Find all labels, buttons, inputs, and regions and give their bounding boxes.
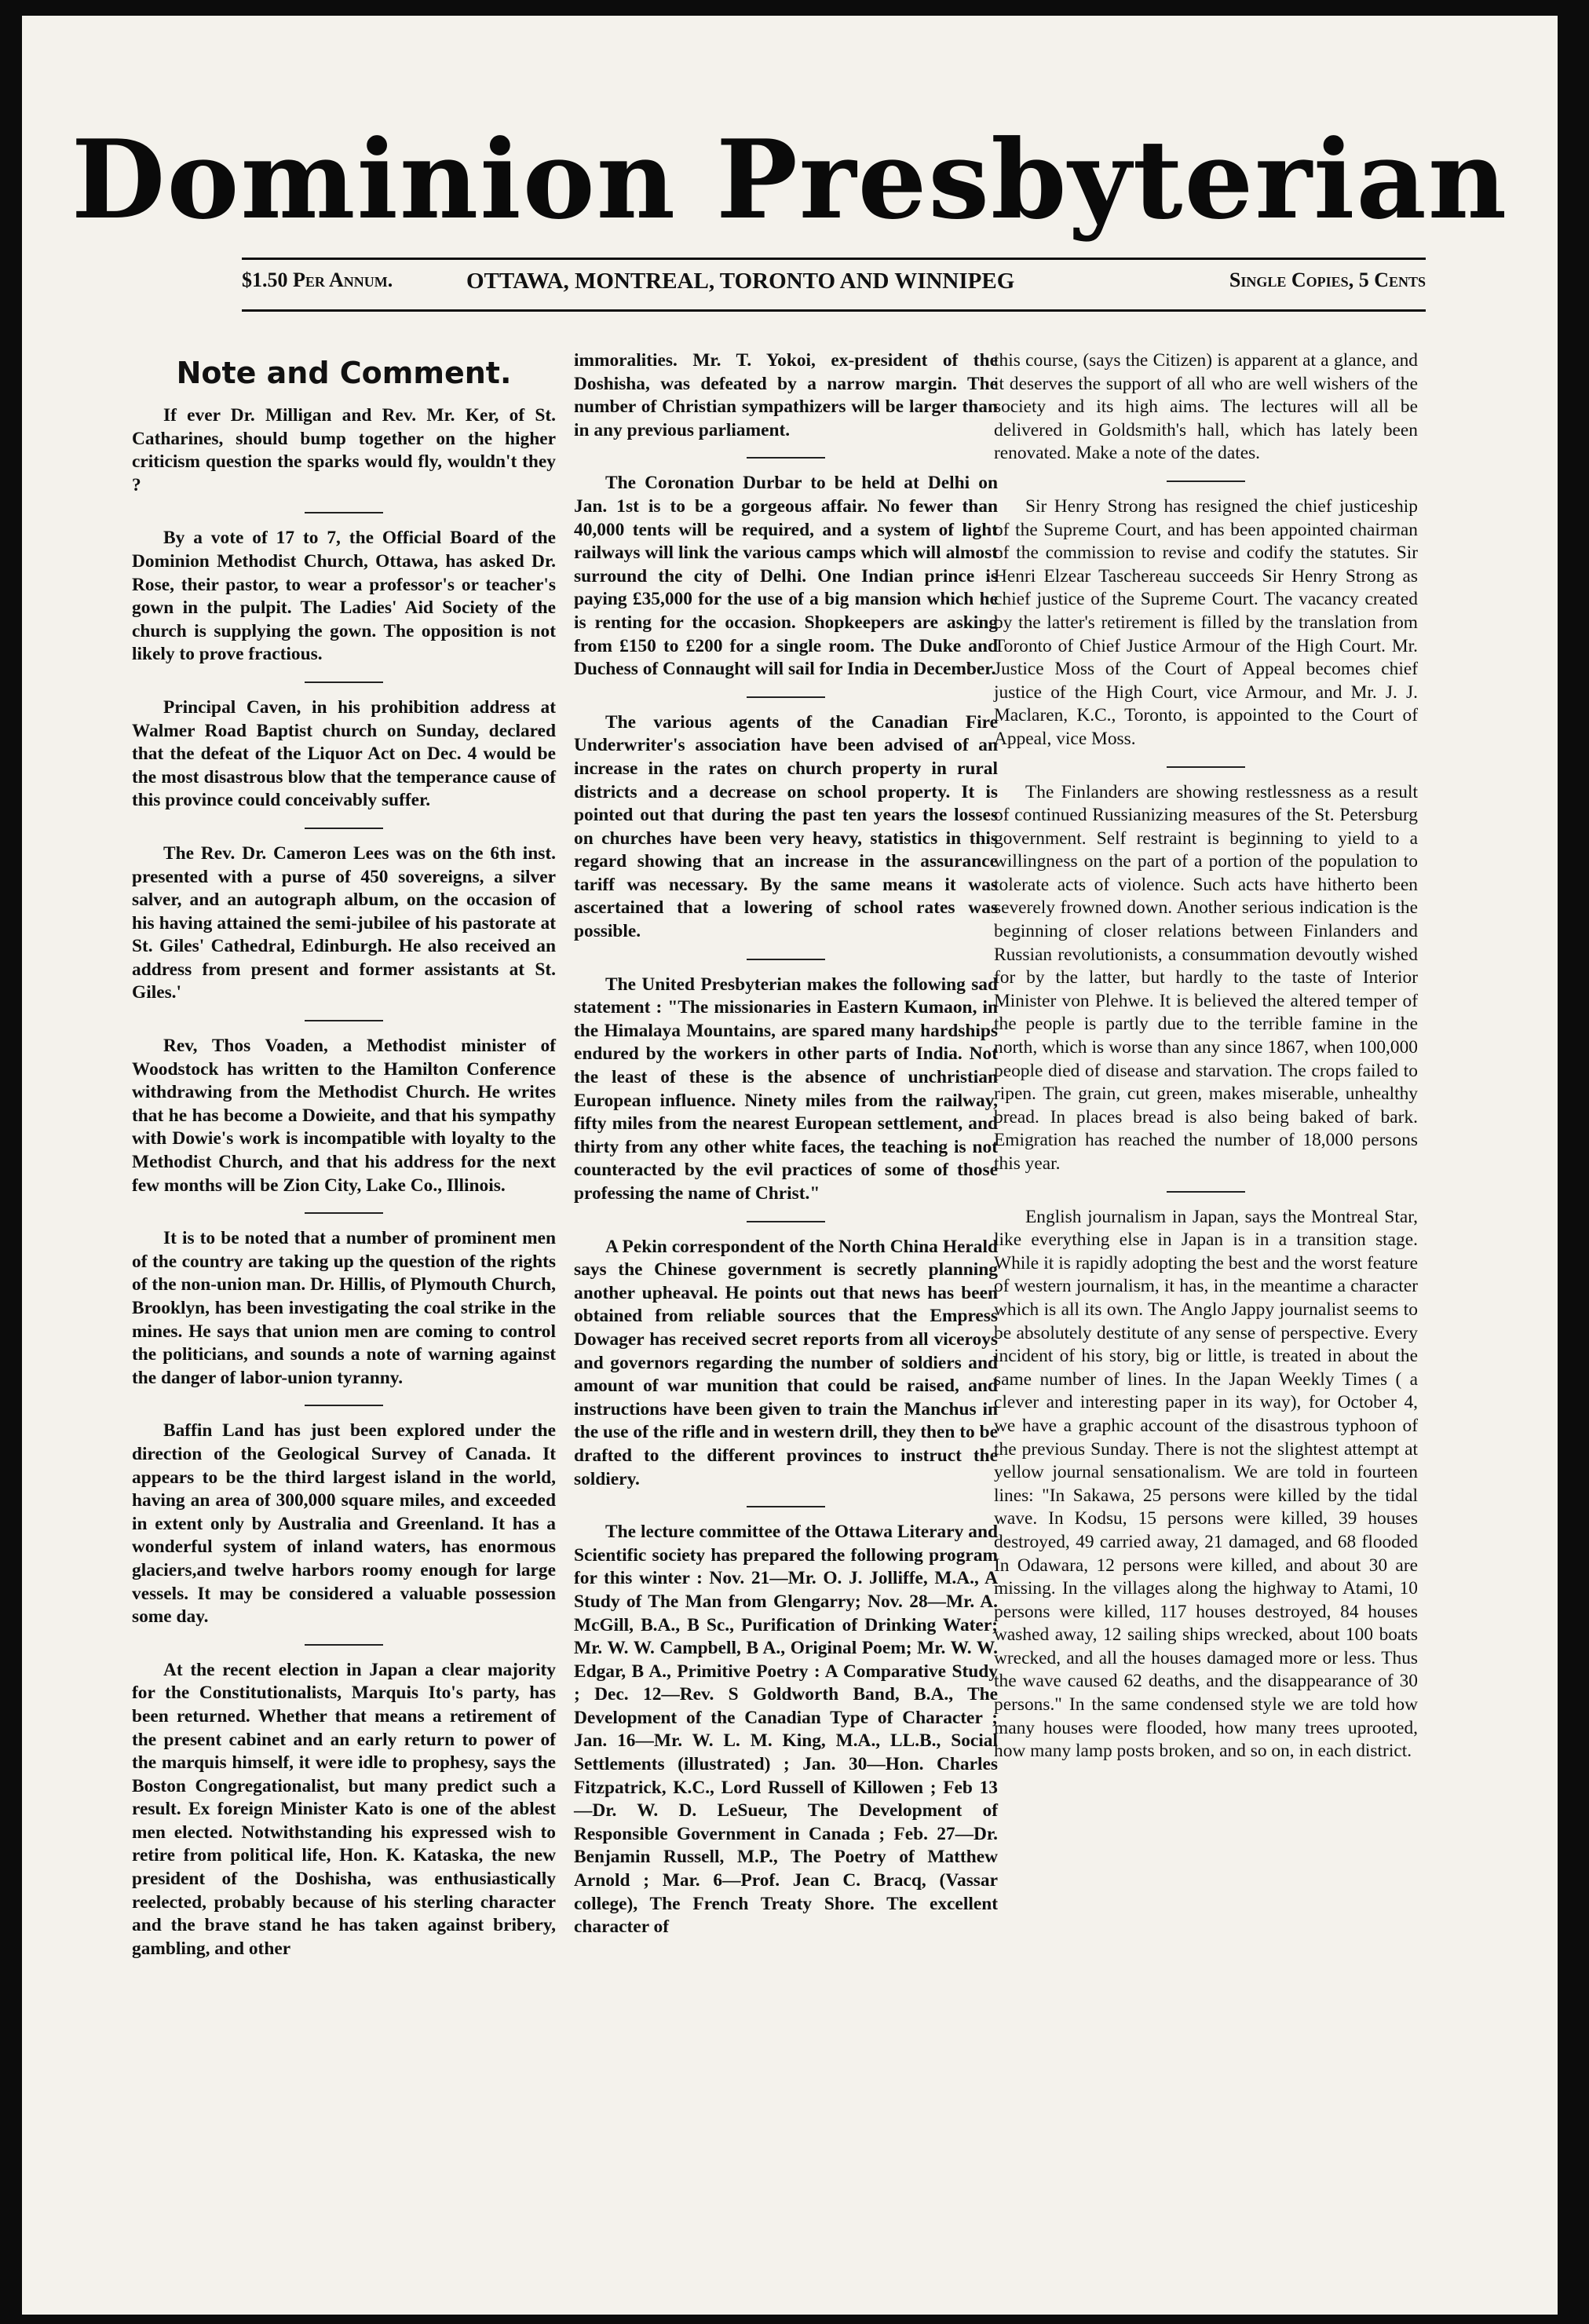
single-copy-price: Single Copies, 5 Cents	[1229, 269, 1426, 291]
article-divider	[132, 497, 556, 527]
article-paragraph: It is to be noted that a number of prominent men of the country are taking up the question of the rights of the non-union man. Dr. Hillis, of Plymouth Church, Brooklyn, has been investigating the coal strike in the mines. He says that union men are coming to control the politicians, and sounds a note of warning against the danger of labor-union tyranny.	[132, 1228, 556, 1388]
article-divider	[574, 1206, 998, 1236]
article-paragraph: Rev, Thos Voaden, a Methodist minister of Woodstock has written to the Hamilton Conference withdrawing from the Methodist Church. He writes that he has become a Dowieite, and that his sympathy with Dowie's work is incompatible with loyalty to the Methodist Church, and that his address for the next few months will be Zion City, Lake Co., Illinois.	[132, 1036, 556, 1196]
article-divider	[994, 1176, 1418, 1206]
article-divider	[132, 1005, 556, 1035]
article-paragraph: The lecture committee of the Ottawa Literary and Scientific society has prepared the following program for this winter : Nov. 21—Mr. O. J. Jolliffe, M.A., A Study of The Man from Glengarry; Nov. 28—Mr. A. McGill, B.A., B Sc., Purification of Drinking Water; Mr. W. W. Campbell, B A., Original Poem; Mr. W. W. Edgar, B A., Primitive Poetry : A Comparative Study ; Dec. 12—Rev. S Goldworth Band, B.A., The Development of the Canadian Type of Character ; Jan. 16—Mr. W. L. M. King, M.A., LL.B., Social Settlements (illustrated) ; Jan. 30—Hon. Charles Fitzpatrick, K.C., Lord Russell of Killowen ; Feb 13—Dr. W. D. LeSueur, The Development of Responsible Government in Canada ; Feb. 27—Dr. Benjamin Russell, M.P., The Poetry of Matthew Arnold ; Mar. 6—Prof. Jean C. Bracq, (Vassar college), The French Treaty Shore. The excellent character of	[574, 1522, 998, 1938]
article-paragraph: The United Presbyterian makes the following sad statement : "The missionaries in Eastern Kumaon, in the Himalaya Mountains, are spared many hardships endured by the workers in other parts of India. Not the least of these is the absence of unchristian European influence. Ninety miles from the railway, fifty miles from the nearest European settlement, and thirty from any other white faces, the teaching is not counteracted by the evil practices of some of those professing the name of Christ."	[574, 974, 998, 1204]
article-divider	[574, 1491, 998, 1521]
article-paragraph: this course, (says the Citizen) is apparent at a glance, and it deserves the support of all who are well wishers of the society and its high aims. The lectures will all be delivered in Goldsmith's hall, which has lately been renovated. Make a note of the dates.	[994, 350, 1418, 464]
article-paragraph: The Rev. Dr. Cameron Lees was on the 6th inst. presented with a purse of 450 sovereigns, a silver salver, and an autograph album, on the occasion of his having attained the semi-jubilee of his pastorate at St. Giles' Cathedral, Edinburgh. He also received an address from present and former assistants at St. Giles.'	[132, 842, 556, 1003]
article-divider	[994, 466, 1418, 495]
masthead-title: Dominion Presbyterian	[71, 115, 1509, 243]
article-paragraph: At the recent election in Japan a clear majority for the Constitutionalists, Marquis Ito's party, has been returned. Whether that means a retirement of the present cabinet and an early return to power of the marquis himself, it were idle to prophesy, says the Boston Congregationalist, but many predict such a result. Ex foreign Minister Kato is one of the ablest men elected. Notwithstanding his expressed wish to retire from political life, Hon. K. Kataska, the new president of the Doshisha, was enthusiastically reelected, probably because of his sterling character and the brave stand he has taken against bribery, gambling, and other	[132, 1659, 556, 1959]
publication-cities: OTTAWA, MONTREAL, TORONTO AND WINNIPEG	[466, 269, 1015, 294]
subscription-price: $1.50 Per Annum.	[242, 269, 393, 291]
article-divider	[994, 751, 1418, 781]
article-paragraph: English journalism in Japan, says the Montreal Star, like everything else in Japan is in a transition stage. While it is rapidly adopting the best and the worst feature of western journalism, it has, in the meantime a character which is all its own. The Anglo Jappy journalist seems to be absolutely destitute of any sense of perspective. Every incident of his story, big or little, is treated in about the same number of lines. In the Japan Weekly Times ( a clever and interesting paper in its way), for October 4, we have a graphic account of the disastrous typhoon of the previous Sunday. There is not the slightest attempt at yellow journal sensationalism. We are told in fourteen lines: "In Sakawa, 25 persons were killed by the tidal wave. In Kodsu, 15 persons were killed, 39 houses destroyed, 49 carried away, 21 damaged, and 68 flooded In Odawara, 12 persons were killed, and about 30 are missing. In the villages along the highway to Atami, 10 persons were killed, 117 houses destroyed, 84 houses washed away, 12 sailing ships wrecked, about 100 boats wrecked, and all the houses damaged more or less. Thus the wave caused 62 deaths, and the disappearance of 30 persons." In the same condensed style we are told how many houses were flooded, how many trees uprooted, how many lamp posts broken, and so on, in each district.	[994, 1206, 1418, 1762]
article-divider	[574, 442, 998, 472]
section-heading: Note and Comment.	[176, 356, 512, 390]
column-3	[994, 349, 1418, 1763]
article-divider	[132, 1390, 556, 1420]
article-divider	[132, 1197, 556, 1227]
newspaper-page	[22, 16, 1558, 2315]
article-divider	[132, 813, 556, 842]
column-1	[132, 349, 556, 1960]
article-paragraph: Sir Henry Strong has resigned the chief justiceship of the Supreme Court, and has been appointed chairman of the commission to revise and codify the statutes. Sir Henri Elzear Taschereau succeeds Sir Henry Strong as chief justice of the Supreme Court. The vacancy created by the latter's retirement is filled by the translation from Toronto of Chief Justice Armour of the High Court. Mr. Justice Moss of the Court of Appeal becomes chief justice of the High Court, vice Armour, and Mr. J. J. Maclaren, K.C., Toronto, is appointed to the Court of Appeal, vice Moss.	[994, 495, 1418, 749]
article-paragraph: A Pekin correspondent of the North China Herald says the Chinese government is secretly planning another upheaval. He points out that news has been obtained from reliable sources that the Empress Dowager has received secret reports from all viceroys and governors regarding the number of soldiers and amount of war munition that could be raised, and instructions have been given to train the Manchus in the use of the rifle and in western drill, they then to be drafted to the different provinces to instruct the soldiery.	[574, 1236, 998, 1489]
article-paragraph: The Finlanders are showing restlessness as a result of continued Russianizing measures of the St. Petersburg government. Self restraint is beginning to yield to a willingness on the part of a portion of the population to tolerate acts of violence. Such acts have hitherto been severely frowned down. Another serious indication is the beginning of closer relations between Finlanders and Russian revolutionists, a consummation devoutly wished for by the latter, but hardly to the taste of Interior Minister von Plehwe. It is believed the altered temper of the people is partly due to the terrible famine in the north, which is worse than any since 1867, when 100,000 people died of disease and starvation. The crops failed to ripen. The grain, cut green, makes miserable, unhealthy bread. In places bread is also being baked of bark. Emigration has reached the number of 18,000 persons this year.	[994, 781, 1418, 1174]
article-paragraph: immoralities. Mr. T. Yokoi, ex-president of the Doshisha, was defeated by a narrow margin. The number of Christian sympathizers will be larger than in any previous parliament.	[574, 350, 998, 440]
article-divider	[132, 667, 556, 696]
article-divider	[132, 1629, 556, 1659]
masthead-rule-bottom	[242, 309, 1426, 312]
article-divider	[574, 681, 998, 711]
article-paragraph: Baffin Land has just been explored under the direction of the Geological Survey of Canada. It appears to be the third largest island in the world, having an area of 300,000 square miles, and exceeded in extent only by Australia and Greenland. It has a wonderful system of inland waters, has enormous glaciers,and twelve harbors roomy enough for large vessels. It may be considered a valuable possession some day.	[132, 1420, 556, 1628]
article-divider	[574, 944, 998, 974]
article-paragraph: Principal Caven, in his prohibition address at Walmer Road Baptist church on Sunday, declared that the defeat of the Liquor Act on Dec. 4 would be the most disastrous blow that the temperance cause of this province could conceivably suffer.	[132, 696, 556, 811]
column-2	[574, 349, 998, 1939]
article-paragraph: By a vote of 17 to 7, the Official Board of the Dominion Methodist Church, Ottawa, has asked Dr. Rose, their pastor, to wear a professor's or teacher's gown in the pulpit. The Ladies' Aid Society of the church is supplying the gown. The opposition is not likely to prove fractious.	[132, 528, 556, 665]
article-paragraph: The various agents of the Canadian Fire Underwriter's association have been advised of an increase in the rates on church property in rural districts and a decrease on school property. It is pointed out that during the past ten years the losses on churches have been very heavy, statistics in this regard showing that an increase in the assurance tariff was necessary. By the same means it was ascertained that a lowering of school rates was possible.	[574, 711, 998, 942]
article-paragraph: The Coronation Durbar to be held at Delhi on Jan. 1st is to be a gorgeous affair. No fewer than 40,000 tents will be required, and a system of light railways will link the various camps which will almost surround the city of Delhi. One Indian prince is paying £35,000 for the use of a big mansion which he is renting for the occasion. Shopkeepers are asking from £150 to £200 for a single room. The Duke and Duchess of Connaught will sail for India in December.	[574, 473, 998, 680]
article-paragraph: If ever Dr. Milligan and Rev. Mr. Ker, of St. Catharines, should bump together on the higher criticism question the sparks would fly, wouldn't they ?	[132, 405, 556, 495]
masthead-rule-top	[242, 258, 1426, 260]
